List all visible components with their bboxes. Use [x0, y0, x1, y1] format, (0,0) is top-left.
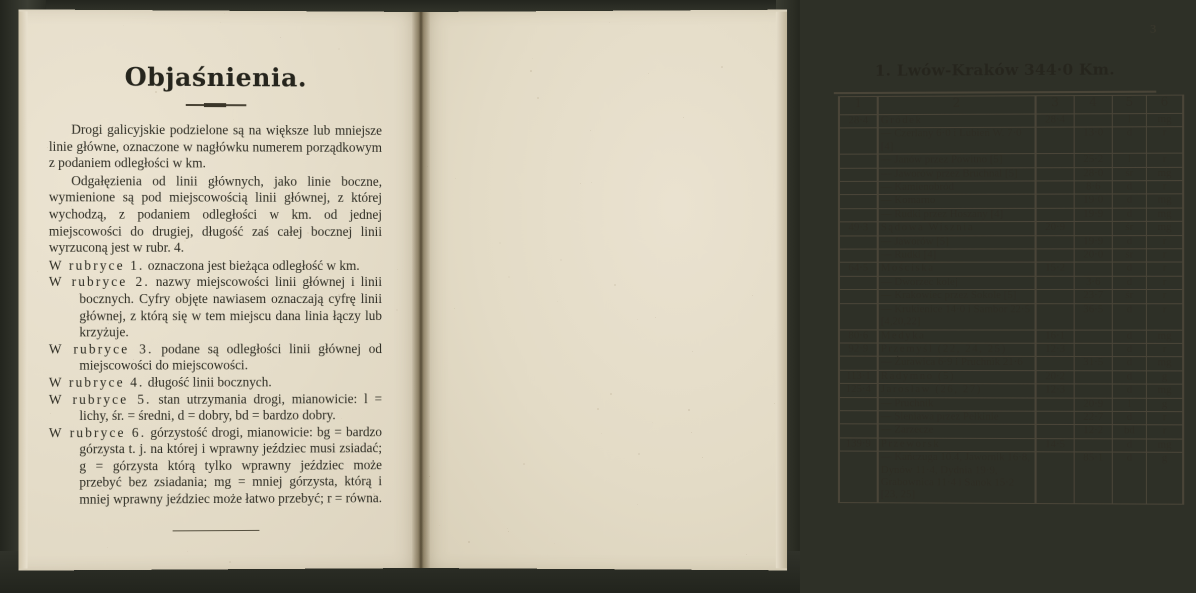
cell-main-line-distance: 16·1: [1036, 330, 1075, 344]
cell-branch-length: 19·0: [1074, 194, 1112, 208]
paper-speck: [691, 432, 692, 433]
paper-speck: [370, 291, 371, 292]
paper-speck: [591, 182, 592, 183]
left-page-fore-edge: [18, 11, 27, 568]
column-header-3: 3: [1036, 96, 1075, 114]
cell-road-condition: d: [1112, 357, 1146, 371]
rubric-text-1: oznaczona jest bieżąca odległość w km.: [147, 257, 360, 273]
cell-branch-length: [1074, 222, 1112, 236]
cell-distance-km: [839, 195, 878, 209]
paper-speck: [301, 479, 302, 480]
cell-branch-length: [1074, 114, 1112, 128]
table-row: [839, 411, 1183, 426]
cell-road-condition: l: [1112, 398, 1146, 412]
cell-branch-length: 12·2: [1074, 425, 1112, 439]
cell-hilliness: mg: [1146, 384, 1183, 398]
cell-hilliness: mg: [1146, 330, 1183, 344]
cell-branch-length: 20·9: [1074, 398, 1112, 412]
cell-road-condition: d: [1112, 235, 1146, 249]
paper-speck: [220, 22, 221, 23]
cell-branch-length: 28·0: [1074, 167, 1112, 181]
cell-branch-length: 36·5: [1074, 303, 1112, 329]
paper-speck: [560, 259, 562, 261]
cell-main-line-distance: [1036, 235, 1075, 249]
paper-speck: [614, 284, 616, 286]
cell-hilliness: r: [1146, 127, 1183, 153]
paper-speck: [609, 22, 610, 23]
cell-road-condition: d: [1112, 276, 1146, 290]
paper-speck: [597, 408, 599, 410]
paper-speck: [78, 294, 79, 295]
book-gutter: [412, 12, 430, 568]
paper-speck: [123, 25, 124, 26]
cell-distance-km: [839, 236, 878, 250]
column-header-2: 2: [878, 96, 1036, 115]
rubric-item-4: [49, 374, 382, 391]
route-table-section: [826, 7, 1196, 573]
cell-distance-km: [839, 181, 878, 195]
paper-speck: [557, 301, 558, 302]
rubric-label-2: W rubryce 2.: [48, 274, 150, 290]
cell-place-name: — Rudki [4]: [878, 249, 1036, 263]
cell-hilliness: r: [1146, 425, 1183, 439]
cell-hilliness: r: [1146, 276, 1183, 290]
table-row: [839, 438, 1183, 453]
cell-road-condition: śr: [1112, 249, 1146, 263]
cell-main-line-distance: [1036, 181, 1075, 195]
cell-main-line-distance: [1036, 357, 1075, 371]
paper-speck: [637, 504, 638, 505]
paper-speck: [683, 117, 684, 118]
paper-speck: [50, 413, 51, 414]
cell-place-name: — Żurawica 6·9 i Pruchnik 21·6: [878, 357, 1036, 371]
title-divider: [186, 104, 247, 106]
cell-main-line-distance: [1036, 398, 1075, 412]
paper-speck: [610, 393, 612, 395]
cell-place-name: — Komarno: [878, 195, 1036, 209]
cell-branch-length: 31·5: [1074, 357, 1112, 371]
cell-hilliness: mg: [1146, 167, 1183, 181]
cell-road-condition: d: [1112, 303, 1146, 329]
paper-speck: [396, 309, 398, 311]
cell-main-line-distance: [1036, 208, 1075, 222]
paper-speck: [71, 206, 72, 207]
cell-distance-km: 64·5: [839, 263, 878, 277]
cell-road-condition: d: [1112, 452, 1146, 504]
cell-distance-km: [839, 208, 878, 222]
paper-speck: [107, 547, 108, 548]
cell-distance-km: 125·4: [839, 384, 878, 398]
cell-place-name: — Jaworów [5]: [878, 235, 1036, 249]
cell-road-condition: śr: [1112, 167, 1146, 181]
paper-speck: [508, 276, 510, 278]
cell-distance-km: [839, 128, 878, 154]
table-row: [839, 181, 1183, 195]
cell-distance-km: [839, 249, 878, 263]
table-row: [839, 167, 1183, 182]
paper-speck: [200, 503, 202, 505]
cell-main-line-distance: [1036, 303, 1075, 329]
open-book-spread: [22, 12, 1172, 568]
intro-paragraph-2: Odgałęzienia od linii głównych, jako linie boczne, wymienione są pod miejscowością linii głównej, z której wychodzą, z podaniem odległości w km. od jednej miejscowości do drugiej, długość zaś całej bocznej linii wyrzuconą jest w rubr. 4.: [48, 172, 382, 255]
column-header-5: 5: [1112, 95, 1146, 113]
paper-speck: [692, 351, 693, 352]
paper-speck: [424, 521, 425, 522]
cell-main-line-distance: [1036, 167, 1075, 181]
cell-branch-length: [1074, 384, 1112, 398]
paper-speck: [367, 293, 368, 294]
cell-hilliness: r: [1146, 303, 1183, 329]
cell-branch-length: [1074, 330, 1112, 344]
table-row: [839, 329, 1183, 343]
cell-road-condition: d: [1112, 330, 1146, 344]
paper-speck: [638, 453, 640, 455]
cell-distance-km: [839, 303, 878, 329]
table-row: [839, 235, 1183, 249]
cell-place-name: Sądowa Wisznia: [878, 222, 1036, 236]
cell-distance-km: [839, 397, 878, 411]
cell-hilliness: g: [1146, 398, 1183, 412]
cell-main-line-distance: [1036, 411, 1075, 425]
cell-place-name: — Rudki przez Hoszany [4]: [878, 208, 1036, 222]
paper-speck: [204, 400, 206, 402]
cell-hilliness: mg: [1146, 357, 1183, 371]
cell-hilliness: mg: [1146, 113, 1183, 127]
cell-main-line-distance: [1036, 154, 1075, 168]
table-row: [839, 153, 1183, 168]
cell-hilliness: g: [1146, 371, 1183, 385]
cell-place-name: Mościska: [878, 263, 1036, 277]
table-row: [839, 222, 1183, 236]
cell-road-condition: d: [1112, 127, 1146, 153]
table-row: [839, 370, 1183, 384]
cell-distance-km: 49·3: [839, 222, 878, 236]
rubric-text-2: nazwy miejscowości linii głównej i linii bocznych. Cyfry objęte nawiasem oznaczają cyfrę linii głównej, z którą się w tem miejscu dana linia łączy lub krzyżuje.: [79, 274, 382, 340]
cell-road-condition: d: [1112, 439, 1146, 453]
cell-hilliness: mg: [1146, 208, 1183, 222]
table-top-rule: [834, 91, 1156, 94]
cell-branch-length: 20·0: [1074, 249, 1112, 263]
cell-hilliness: r: [1146, 249, 1183, 263]
cell-place-name: — Kańczuga 10.4, Jawornik 16·8, Dynów 11·4, Dydnia 19·9, Grabownica 11·4 i Sanok 15·2 [23, 25]: [878, 451, 1036, 503]
cell-main-line-distance: 15·2: [1036, 263, 1075, 277]
paper-speck: [155, 91, 157, 93]
paper-speck: [429, 476, 430, 477]
cell-distance-km: [839, 356, 878, 370]
paper-speck: [225, 263, 227, 265]
table-row: [839, 356, 1183, 370]
cell-distance-km: 139·9: [839, 438, 878, 452]
paper-speck: [774, 403, 775, 404]
rubric-label-5: W rubryce 5.: [48, 391, 152, 407]
cell-distance-km: [839, 411, 878, 425]
cell-road-condition: d: [1112, 411, 1146, 425]
cell-main-line-distance: 28·4: [1036, 114, 1075, 128]
paper-speck: [499, 242, 501, 244]
cell-distance-km: [839, 451, 878, 502]
paper-speck: [702, 457, 703, 458]
cell-branch-length: 19·9: [1074, 208, 1112, 222]
table-row: [839, 451, 1183, 504]
table-row: [839, 343, 1183, 357]
paper-speck: [688, 409, 690, 411]
cell-place-name: Przemyśl (22, 24, 25): [878, 343, 1036, 357]
cell-road-condition: d: [1112, 343, 1146, 357]
intro-paragraph-1: Drogi galicyjskie podzielone są na większe lub mniejsze linie główne, oznaczone w nagłówku numerem porządkowym z podaniem odległości w km.: [48, 121, 382, 171]
cell-place-name: — Krakowiec przez Sokole [5]: [878, 290, 1036, 304]
cell-main-line-distance: 12·3: [1036, 343, 1075, 357]
left-page: [18, 9, 422, 570]
cell-main-line-distance: [1036, 276, 1075, 290]
cell-hilliness: g: [1146, 452, 1183, 504]
cell-place-name: Gródek: [878, 114, 1036, 128]
cell-hilliness: r: [1146, 262, 1183, 276]
cell-branch-length: 85·1: [1074, 452, 1112, 504]
cell-road-condition: l: [1112, 114, 1146, 128]
paper-speck: [150, 317, 151, 318]
paper-speck: [138, 496, 139, 497]
paper-speck: [307, 232, 309, 234]
explanations-section: [49, 62, 382, 532]
cell-road-condition: śr: [1112, 222, 1146, 236]
paper-speck: [47, 147, 48, 148]
cell-branch-length: [1074, 370, 1112, 384]
cell-road-condition: d: [1112, 370, 1146, 384]
table-row: [839, 249, 1183, 263]
paper-speck: [439, 525, 440, 526]
right-page-fore-edge: [776, 12, 787, 569]
rubric-item-5: [49, 391, 382, 425]
paper-speck: [374, 307, 375, 308]
cell-hilliness: mg: [1146, 194, 1183, 208]
cell-main-line-distance: 12·3: [1036, 384, 1075, 398]
cell-hilliness: r: [1146, 343, 1183, 357]
cell-place-name: Przeworsk: [878, 438, 1036, 452]
cell-distance-km: [839, 290, 878, 304]
paper-speck: [721, 66, 723, 68]
paper-speck: [454, 308, 455, 309]
rubric-item-3: [49, 341, 382, 375]
cell-road-condition: d: [1112, 181, 1146, 195]
cell-main-line-distance: [1036, 127, 1075, 153]
paper-speck: [532, 58, 533, 59]
cell-branch-length: 22·7: [1074, 411, 1112, 425]
cell-place-name: — Kamienobród: [878, 181, 1036, 195]
column-header-6: 6: [1146, 95, 1183, 113]
cell-distance-km: 113·1: [839, 370, 878, 384]
paper-speck: [338, 294, 340, 296]
rubric-text-4: długość linii bocznych.: [147, 374, 272, 390]
table-row: [839, 397, 1183, 411]
cell-place-name: — Krukienice 14·0 i Sambor 22·5 [4,20,22]: [878, 303, 1036, 329]
cell-road-condition: d: [1112, 263, 1146, 277]
paper-speck: [140, 218, 141, 219]
route-table-body: [839, 95, 1183, 504]
rubric-label-4: W rubryce 4.: [48, 374, 145, 390]
cell-road-condition: l: [1112, 153, 1146, 167]
paper-speck: [119, 190, 120, 191]
paper-speck: [229, 561, 231, 563]
paper-speck: [373, 493, 375, 495]
paper-speck: [99, 284, 100, 285]
table-row: [839, 290, 1183, 304]
paper-speck: [108, 323, 109, 324]
paper-speck: [309, 350, 311, 352]
paper-speck: [537, 97, 539, 99]
table-row: [839, 113, 1183, 128]
paper-speck: [104, 452, 106, 454]
page-number: 3: [1150, 21, 1157, 36]
rubric-label-3: W rubryce 3.: [48, 341, 154, 357]
cell-branch-length: [1074, 263, 1112, 277]
cell-hilliness: mg: [1146, 439, 1183, 453]
paper-speck: [468, 541, 470, 543]
cell-road-condition: śr: [1112, 290, 1146, 304]
paper-speck: [580, 183, 581, 184]
cell-distance-km: [839, 276, 878, 290]
cell-main-line-distance: [1036, 452, 1075, 504]
cell-road-condition: bd: [1112, 425, 1146, 439]
cell-main-line-distance: [1036, 195, 1075, 209]
cell-distance-km: 28·4: [839, 115, 878, 129]
route-table: [838, 95, 1184, 505]
rubric-text-5: stan utrzymania drogi, mianowicie: l = lichy, śr. = średni, d = dobry, bd = bardzo dobry.: [79, 390, 382, 424]
cell-main-line-distance: [1036, 290, 1075, 304]
cell-hilliness: r: [1146, 235, 1183, 249]
column-header-1: 1: [839, 96, 878, 114]
paper-speck: [530, 70, 532, 72]
paper-speck: [338, 48, 340, 50]
cell-branch-length: [1074, 438, 1112, 452]
cell-distance-km: [839, 424, 878, 438]
cell-hilliness: r: [1146, 181, 1183, 195]
table-row: [839, 262, 1183, 276]
cell-hilliness: mg: [1146, 222, 1183, 236]
table-row: [839, 303, 1183, 329]
cell-hilliness: r: [1146, 290, 1183, 304]
rubric-item-6: [49, 424, 382, 509]
cell-place-name: Radymno (5): [878, 370, 1036, 384]
cell-main-line-distance: 20·9: [1036, 222, 1075, 236]
paper-speck: [102, 490, 104, 492]
table-row: [839, 194, 1183, 208]
paper-speck: [752, 295, 753, 296]
rubric-item-1: [49, 257, 382, 274]
cell-place-name: — Jaworów przez Bruchnal [5]: [878, 167, 1036, 181]
cell-branch-length: [1074, 343, 1112, 357]
route-table-title: 1. Lwów-Kraków 344·0 Km.: [874, 60, 1115, 80]
table-row: [839, 384, 1183, 398]
cell-road-condition: d: [1112, 194, 1146, 208]
cell-branch-length: 19·9: [1074, 235, 1112, 249]
cell-place-name: — Janów przez Powitno [5]: [878, 154, 1036, 168]
rubric-text-3: podane są odległości linii głównej od miejscowości do miejscowości.: [79, 340, 382, 373]
cell-branch-length: 8·6: [1074, 181, 1112, 195]
section-end-divider: [173, 530, 260, 531]
table-row: [839, 276, 1183, 290]
cell-distance-km: 92·9: [839, 343, 878, 357]
cell-main-line-distance: [1036, 249, 1075, 263]
table-header-row: [839, 95, 1183, 115]
column-header-4: 4: [1074, 95, 1112, 113]
cell-hilliness: r: [1146, 153, 1183, 167]
cell-place-name: — Zarzecze: [878, 424, 1036, 438]
cell-road-condition: d: [1112, 384, 1146, 398]
cell-place-name: — Dworzec kolej: [878, 276, 1036, 290]
cell-hilliness: r: [1146, 411, 1183, 425]
cell-place-name: — Czerlany 6·0 i Lubień W. 7·0 [4]: [878, 128, 1036, 155]
paper-speck: [313, 397, 314, 398]
table-row: [839, 208, 1183, 222]
cell-place-name: — Sieniawa przez Pełkinie: [878, 411, 1036, 425]
right-page: [420, 10, 1172, 571]
table-row: [839, 424, 1183, 439]
rubric-text-6: górzystość drogi, mianowicie: bg = bardzo górzysta t. j. na której i wprawny jeździec musi zsiadać; g = górzysta którą tylko wprawny jeździec może przebyć bez zsiadania; mg = mniej górzysta, którą i mniej wprawny jeździec może łatwo przebyć; r = równa.: [79, 423, 382, 507]
cell-distance-km: [839, 154, 878, 168]
cell-branch-length: 3·6: [1074, 276, 1112, 290]
paper-speck: [523, 463, 525, 465]
cell-place-name: Jarosław (26, 27): [878, 384, 1036, 398]
cell-branch-length: 25·2: [1074, 154, 1112, 168]
cell-place-name: — Pruchnik: [878, 397, 1036, 411]
cell-main-line-distance: 14·5: [1036, 438, 1075, 452]
rubric-label-6: W rubryce 6.: [48, 424, 147, 440]
paper-speck: [652, 422, 653, 423]
table-row: [839, 127, 1183, 154]
cell-main-line-distance: 20·2: [1036, 370, 1075, 384]
paper-speck: [554, 543, 555, 544]
paper-speck: [184, 240, 186, 242]
cell-distance-km: [839, 168, 878, 182]
cell-branch-length: 23·7: [1074, 290, 1112, 304]
cell-main-line-distance: [1036, 425, 1075, 439]
cell-place-name: Medyka: [878, 329, 1036, 343]
cell-distance-km: 80·6: [839, 329, 878, 343]
rubric-label-1: W rubryce 1.: [48, 257, 145, 273]
page-title: Objaśnienia.: [124, 62, 308, 93]
cell-road-condition: d: [1112, 208, 1146, 222]
cell-branch-length: 13·0: [1074, 127, 1112, 153]
